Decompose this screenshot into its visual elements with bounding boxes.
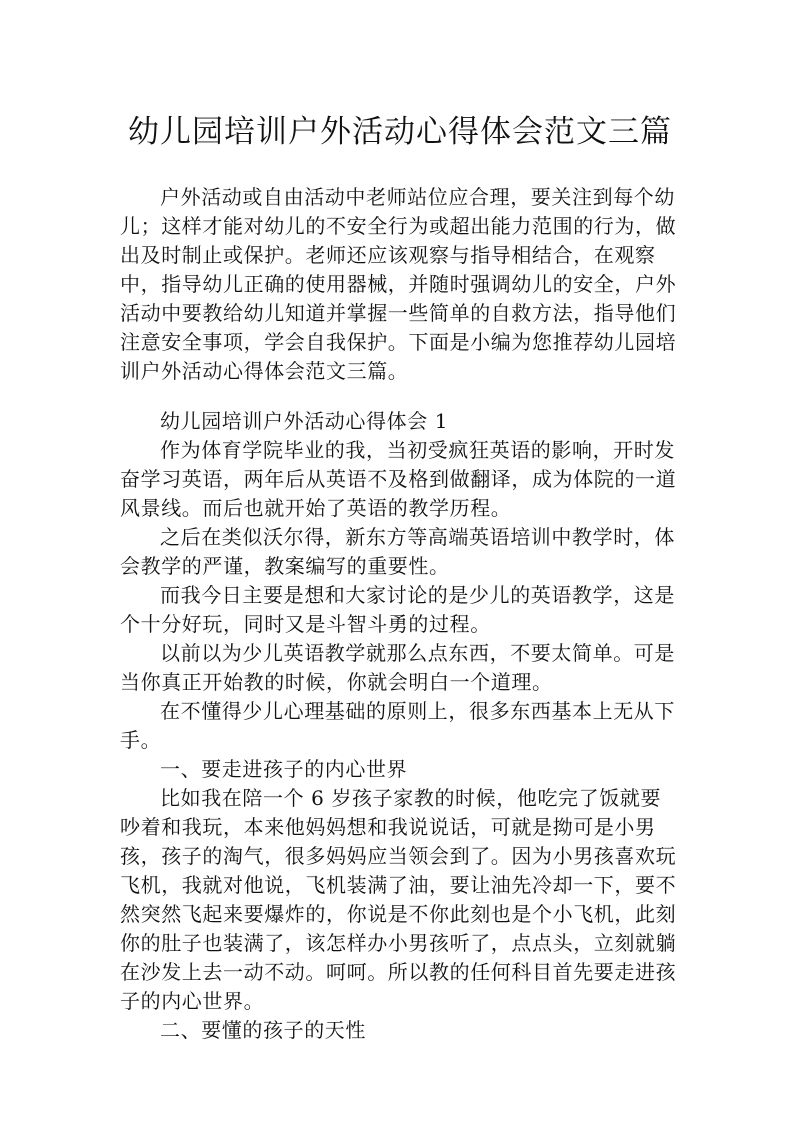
body-paragraph: 作为体育学院毕业的我，当初受疯狂英语的影响，开时发奋学习英语，两年后从英语不及格到做翻译，成为体院的一道风景线。而后也就开始了英语的教学历程。 xyxy=(120,438,677,520)
intro-paragraph: 户外活动或自由活动中老师站位应合理，要关注到每个幼儿；这样才能对幼儿的不安全行为或超出能力范围的行为，做出及时制止或保护。老师还应该观察与指导相结合，在观察中，指导幼儿正确的使用器械，并随时强调幼儿的安全，户外活动中要教给幼儿知道并掌握一些简单的自救方法，指导他们注意安全事项，学会自我保护。下面是小编为您推荐幼儿园培训户外活动心得体会范文三篇。 xyxy=(120,185,677,383)
body-paragraph: 以前以为少儿英语教学就那么点东西，不要太简单。可是当你真正开始教的时候，你就会明白一个道理。 xyxy=(120,641,675,694)
section-heading: 幼儿园培训户外活动心得体会 1 xyxy=(160,409,449,433)
body-paragraph: 比如我在陪一个 6 岁孩子家教的时候，他吃完了饭就要吵着和我玩，本来他妈妈想和我说说话，可就是拗可是小男孩，孩子的淘气，很多妈妈应当领会到了。因为小男孩喜欢玩飞机，我就对他说，飞机装满了油，要让油先冷却一下，要不然突然飞起来要爆炸的，你说是不你此刻也是个小飞机，此刻你的肚子也装满了，该怎样办小男孩听了，点点头，立刻就躺在沙发上去一动不动。呵呵。所以教的任何科目首先要走进孩子的内心世界。 xyxy=(120,786,677,1013)
subheading-2: 二、要懂的孩子的天性 xyxy=(160,1018,366,1042)
document-title: 幼儿园培训户外活动心得体会范文三篇 xyxy=(128,114,672,150)
body-paragraph: 之后在类似沃尔得，新东方等高端英语培训中教学时，体会教学的严谨，教案编写的重要性。 xyxy=(120,525,675,578)
body-paragraph: 而我今日主要是想和大家讨论的是少儿的英语教学，这是个十分好玩，同时又是斗智斗勇的过程。 xyxy=(120,583,675,636)
body-paragraph: 在不懂得少儿心理基础的原则上，很多东西基本上无从下手。 xyxy=(120,699,675,752)
intro-section xyxy=(120,183,680,386)
article-section xyxy=(120,407,680,1045)
subheading-1: 一、要走进孩子的内心世界 xyxy=(160,757,408,781)
